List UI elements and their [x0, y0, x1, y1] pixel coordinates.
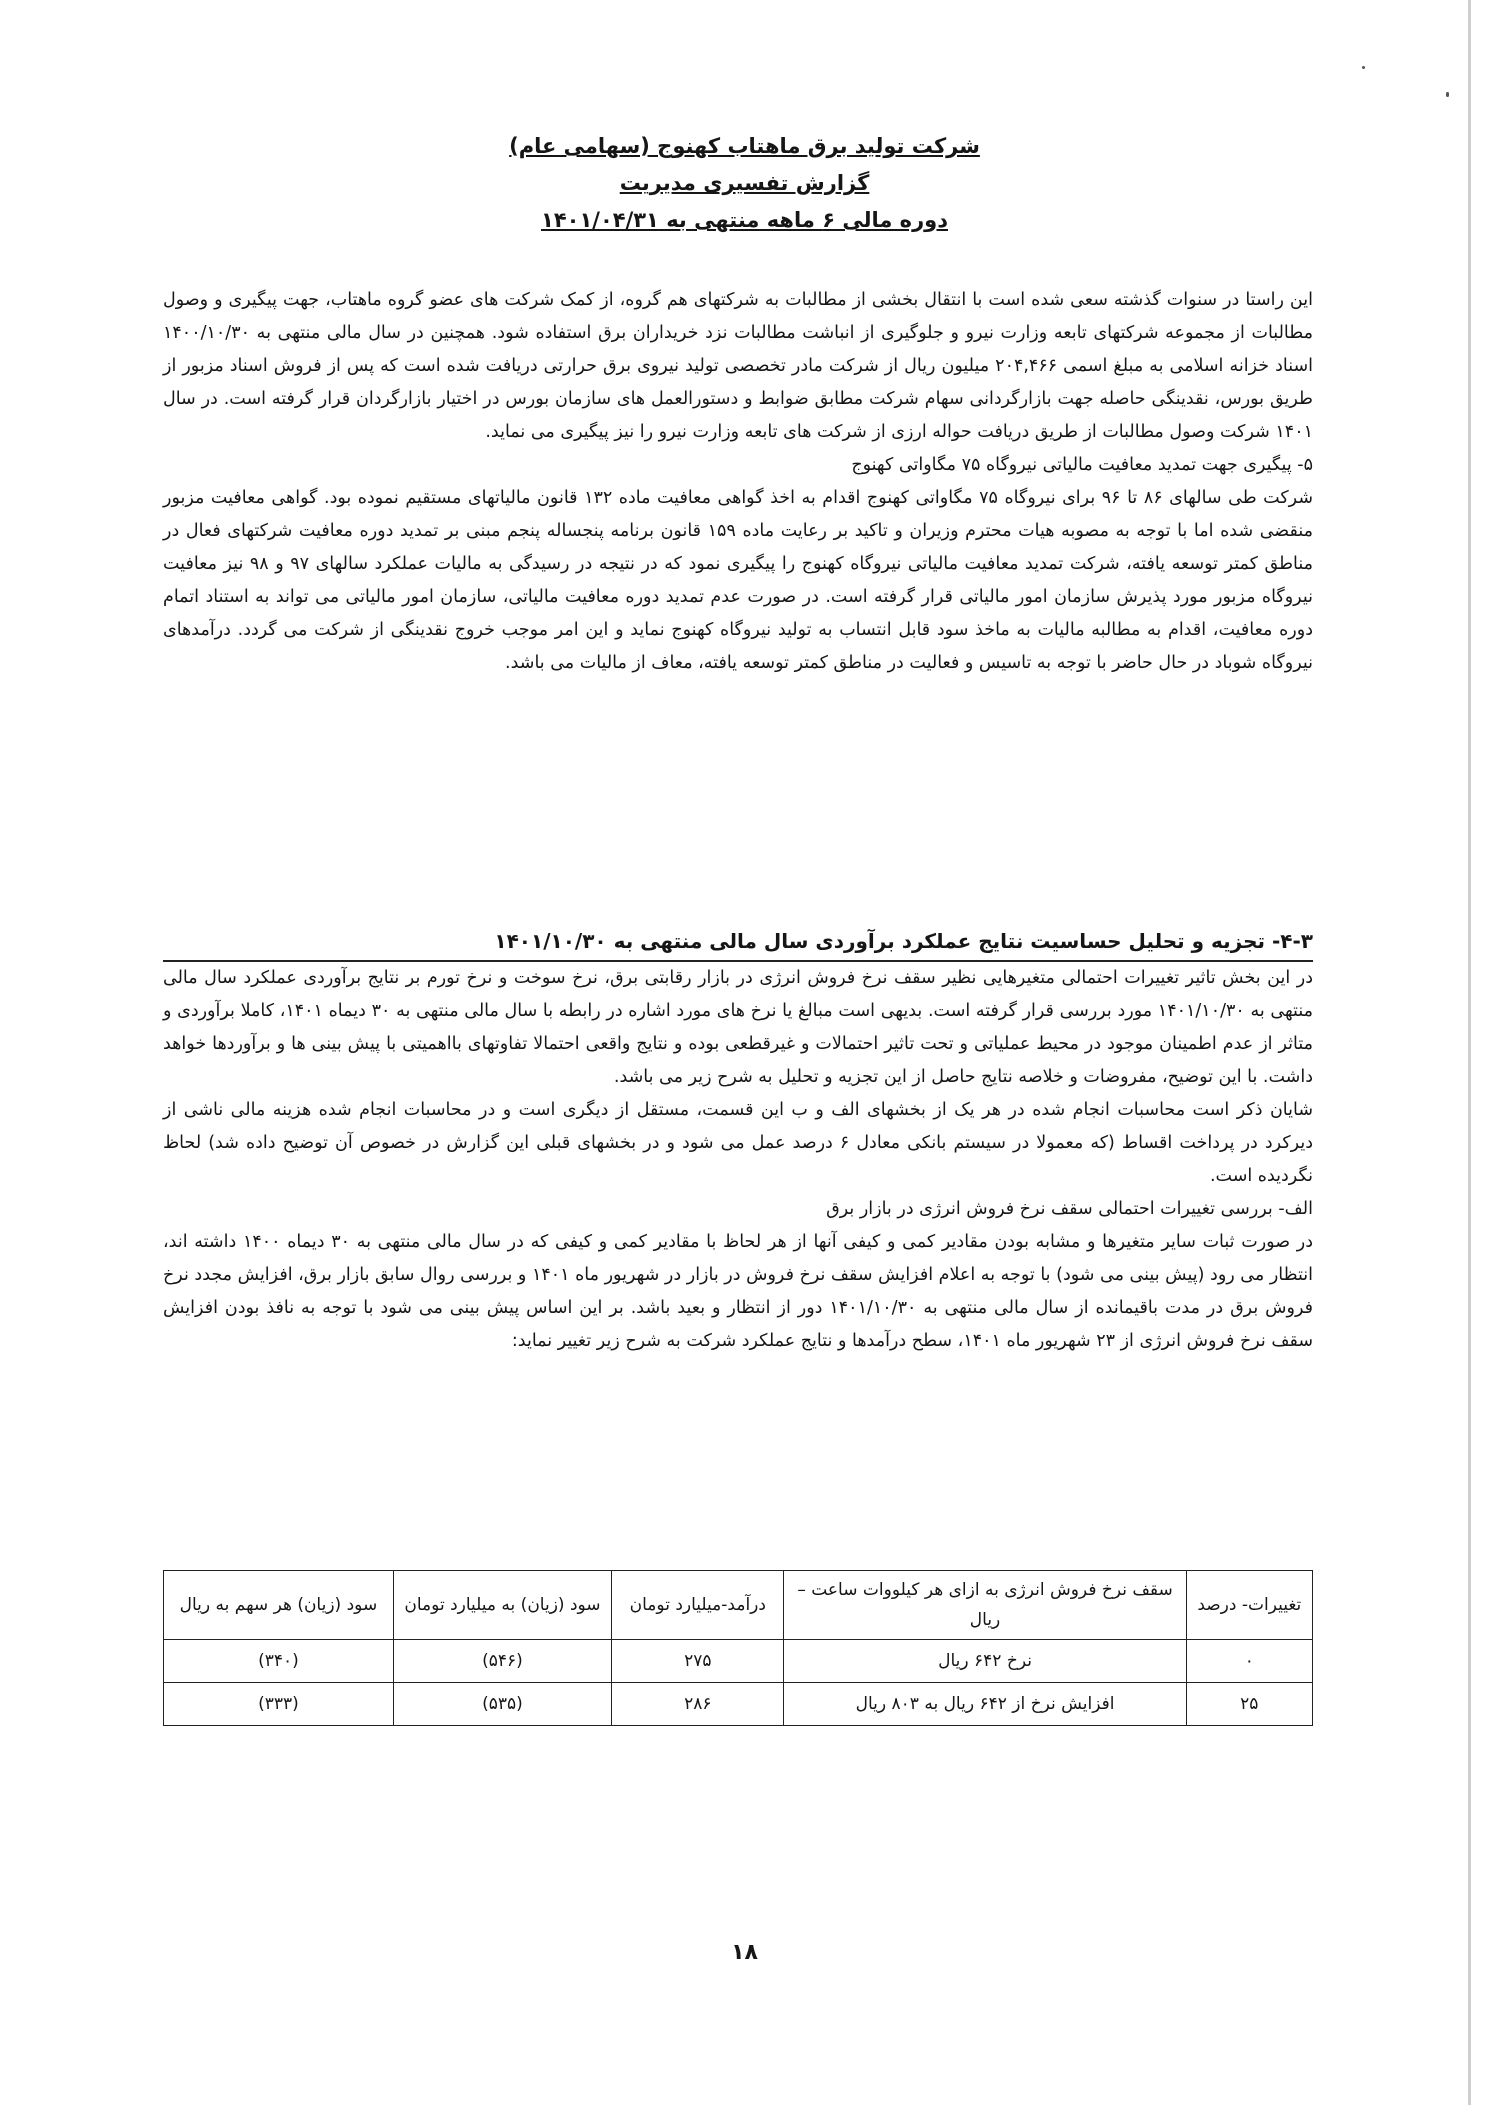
cell-eps: (۳۳۳): [164, 1683, 394, 1726]
subsection-title-energy-cap: الف- بررسی تغییرات احتمالی سقف نرخ فروش انرژی در بازار برق: [826, 1199, 1313, 1219]
cell-change: ۲۵: [1186, 1683, 1312, 1726]
section-heading-sensitivity: ۴-۳- تجزیه و تحلیل حساسیت نتایج عملکرد برآوردی سال مالی منتهی به ۱۴۰۱/۱۰/۳۰: [163, 924, 1313, 962]
report-title: گزارش تفسیری مدیریت: [619, 171, 870, 195]
header-revenue: درآمد-میلیارد تومان: [612, 1571, 784, 1640]
item-tax-exemption-title: ۵- پیگیری جهت تمدید معافیت مالیاتی نیروگاه ۷۵ مگاواتی کهنوج: [851, 455, 1313, 475]
period-title: دوره مالی ۶ ماهه منتهی به ۱۴۰۱/۰۴/۳۱: [541, 208, 948, 232]
header-change-percent: تغییرات- درصد: [1186, 1571, 1312, 1640]
paragraph-sensitivity-intro: در این بخش تاثیر تغییرات احتمالی متغیرهایی نظیر سقف نرخ فروش انرژی در بازار رقابتی برق، نرخ سوخت و نرخ تورم بر نتایج برآوردی عملکرد سال مالی منتهی به ۱۴۰۱/۱۰/۳۰ مورد بررسی قرار گرفته است. بدیهی است مبالغ یا نرخ های مورد اشاره در رابطه با سال مالی منتهی به ۳۰ دیماه ۱۴۰۱، کاملا برآوردی و متاثر از عدم اطمینان موجود در محیط عملیاتی و تحت تاثیر احتمالات و غیرقطعی بوده و نتایج واقعی احتمالا تفاوتهای بااهمیتی با پیش بینی ها و برآوردها خواهد داشت. با این توضیح، مفروضات و خلاصه نتایج حاصل از این تجزیه و تحلیل به شرح زیر می باشد.: [163, 968, 1313, 1087]
cell-rate-cap: افزایش نرخ از ۶۴۲ ریال به ۸۰۳ ریال: [784, 1683, 1186, 1726]
section-sensitivity: [163, 924, 1313, 1358]
document-header: [0, 128, 1489, 239]
header-profit: سود (زیان) به میلیارد تومان: [393, 1571, 611, 1640]
scan-speck: [1446, 92, 1449, 97]
scan-speck: [1362, 66, 1365, 69]
table-row: [164, 1640, 1313, 1683]
header-rate-cap: سقف نرخ فروش انرژی به ازای هر کیلووات ساعت – ریال: [784, 1571, 1186, 1640]
table-header-row: [164, 1571, 1313, 1640]
cell-profit: (۵۴۶): [393, 1640, 611, 1683]
sensitivity-table: [163, 1570, 1313, 1726]
cell-rate-cap: نرخ ۶۴۲ ریال: [784, 1640, 1186, 1683]
table-row: [164, 1683, 1313, 1726]
paragraph-energy-cap: در صورت ثبات سایر متغیرها و مشابه بودن مقادیر کمی و کیفی آنها از هر لحاظ با مقادیر کمی و کیفی که در سال مالی منتهی به ۳۰ دیماه ۱۴۰۰ داشته اند، انتظار می رود (پیش بینی می شود) با توجه به اعلام افزایش سقف نرخ فروش در بازار در شهریور ماه ۱۴۰۱ و بررسی روال سابق بازار برق، افزایش مجدد نرخ فروش برق در مدت باقیمانده از سال مالی منتهی به ۱۴۰۱/۱۰/۳۰ دور از انتظار و بعید باشد. بر این اساس پیش بینی می شود با توجه به نافذ بودن افزایش سقف نرخ فروش انرژی از ۲۳ شهریور ماه ۱۴۰۱، سطح درآمدها و نتایج عملکرد شرکت به شرح زیر تغییر نماید:: [163, 1232, 1313, 1351]
cell-profit: (۵۳۵): [393, 1683, 611, 1726]
paragraph-tax-exemption: شرکت طی سالهای ۸۶ تا ۹۶ برای نیروگاه ۷۵ مگاواتی کهنوج اقدام به اخذ گواهی معافیت ماده ۱۳۲ قانون مالیاتهای مستقیم نموده بود. گواهی معافیت مزبور منقضی شده اما با توجه به مصوبه هیات محترم وزیران و تاکید بر رعایت ماده ۱۵۹ قانون برنامه پنجساله پنجم مبنی بر تمدید دوره معافیت شرکتهای فعال در مناطق کمتر توسعه یافته، شرکت تمدید معافیت مالیاتی نیروگاه کهنوج را پیگیری نمود که در نتیجه در رسیدگی به مالیات عملکرد سالهای ۹۷ و ۹۸ نیز معافیت نیروگاه مزبور مورد پذیرش سازمان امور مالیاتی قرار گرفته است. در صورت عدم تمدید دوره معافیت مالیاتی، سازمان امور مالیاتی می تواند به استناد اتمام دوره معافیت، اقدام به مطالبه مالیات به ماخذ سود قابل انتساب به تولید نیروگاه کهنوج نماید و این امر موجب خروج نقدینگی از شرکت می گردد. درآمدهای نیروگاه شوباد در حال حاضر با توجه به تاسیس و فعالیت در مناطق کمتر توسعه یافته، معاف از مالیات می باشد.: [163, 488, 1313, 673]
cell-eps: (۳۴۰): [164, 1640, 394, 1683]
cell-revenue: ۲۸۶: [612, 1683, 784, 1726]
header-eps: سود (زیان) هر سهم به ریال: [164, 1571, 394, 1640]
paragraph-calculation-note: شایان ذکر است محاسبات انجام شده در هر یک از بخشهای الف و ب این قسمت، مستقل از دیگری است و در محاسبات انجام شده هزینه مالی ناشی از دیرکرد در پرداخت اقساط (که معمولا در سیستم بانکی معادل ۶ درصد عمل می شود و در بخشهای قبلی این گزارش در خصوص آن توضیح داده شد) لحاظ نگردیده است.: [163, 1100, 1313, 1186]
cell-revenue: ۲۷۵: [612, 1640, 784, 1683]
company-title: شرکت تولید برق ماهتاب کهنوج (سهامی عام): [509, 134, 980, 158]
page-number: ۱۸: [731, 1940, 758, 1965]
scan-edge-line: [1468, 0, 1471, 2105]
cell-change: ۰: [1186, 1640, 1312, 1683]
section-receivables-text: [163, 284, 1313, 680]
paragraph-receivables: این راستا در سنوات گذشته سعی شده است با انتقال بخشی از مطالبات به شرکتهای هم گروه، از کمک شرکت های عضو گروه ماهتاب، جهت پیگیری و وصول مطالبات از مجموعه شرکتهای تابعه وزارت نیرو و جلوگیری از انباشت مطالبات نزد خریداران برق استفاده شود. همچنین در سال مالی منتهی به ۱۴۰۰/۱۰/۳۰ اسناد خزانه اسلامی به مبلغ اسمی ۲۰۴,۴۶۶ میلیون ریال از شرکت مادر تخصصی تولید نیروی برق حرارتی دریافت شده است که پس از فروش اسناد مزبور از طریق بورس، نقدینگی حاصله جهت بازارگردانی سهام شرکت مطابق ضوابط و دستورالعمل های سازمان بورس در اختیار بازارگردان قرار گرفته است. در سال ۱۴۰۱ شرکت وصول مطالبات از طریق دریافت حواله ارزی از شرکت های تابعه وزارت نیرو را نیز پیگیری می نماید.: [163, 290, 1313, 442]
